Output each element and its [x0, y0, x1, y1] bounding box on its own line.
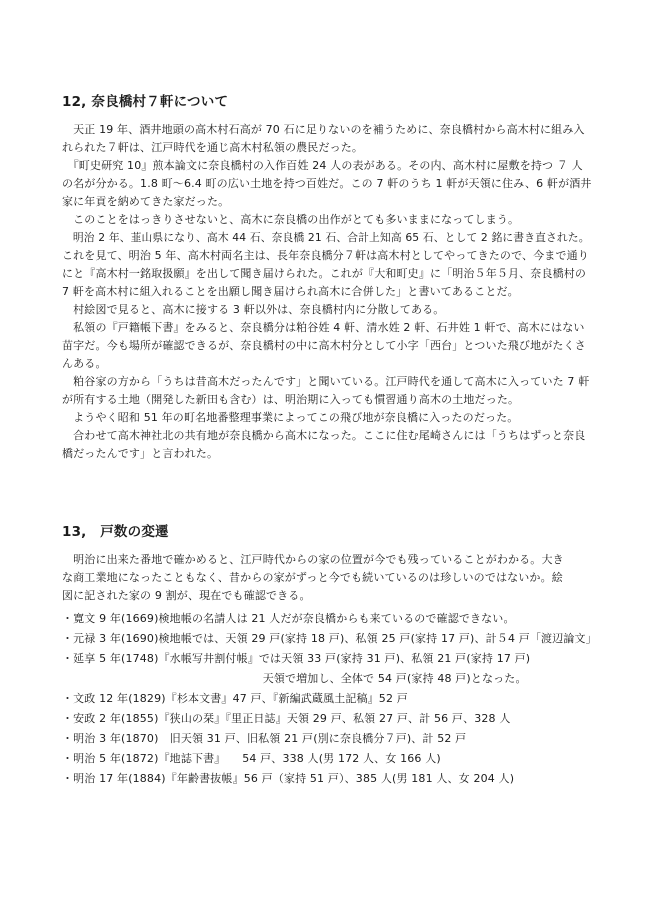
- section-12-line: このことをはっきりさせないと、高木に奈良橋の出作がとても多いままになってしまう。: [62, 213, 520, 226]
- section-13-list-item: ・明治 5 年(1872)『地誌下書』 54 戸、338 人(男 172 人、女 166 人): [62, 752, 441, 765]
- section-12-line: 苗字だ。今も場所が確認できるが、奈良橋村の中に高木村分として小字「西台」とついた飛び地がたくさ: [62, 339, 586, 352]
- section-13-heading: 13, 戸数の変遷: [62, 524, 169, 540]
- section-13-line: 明治に出来た番地で確かめると、江戸時代からの家の位置が今でも残っていることがわかる。大き: [62, 553, 564, 566]
- section-12-line: これを見て、明治 5 年、高木村両名主は、長年奈良橋分７軒は高木村としてやってきたので、今まで通り: [62, 249, 589, 262]
- section-12-line: 天正 19 年、酒井地頭の高木村石高が 70 石に足りないのを補うために、奈良橋村から高木村に組み入: [62, 123, 585, 136]
- section-12-line: 明治 2 年、韮山県になり、高木 44 石、奈良橋 21 石、合計上知高 65 石、として 2 銘に書き直された。: [62, 231, 590, 244]
- section-13-list-item: ・明治 3 年(1870) 旧天領 31 戸、旧私領 21 戸(別に奈良橋分７戸)、計 52 戸: [62, 732, 467, 745]
- section-13-list-item: ・延享 5 年(1748)『水帳写井割付帳』では天領 33 戸(家持 31 戸)、私領 21 戸(家持 17 戸): [62, 652, 531, 665]
- section-12-line: が所有する土地（開発した新田も含む）は、明治期に入っても慣習通り高木の土地だった。: [62, 393, 520, 406]
- section-12-line: 家に年貢を納めてきた家だった。: [62, 195, 230, 208]
- section-13-line: な商工業地になったこともなく、昔からの家がずっと今でも続いているのは珍しいのではないか。絵: [62, 571, 563, 584]
- section-13-list-item: ・元禄 3 年(1690)検地帳では、天領 29 戸(家持 18 戸)、私領 25 戸(家持 17 戸)、計５4 戸「渡辺論文」: [62, 632, 597, 645]
- section-12-line: ようやく昭和 51 年の町名地番整理事業によってこの飛び地が奈良橋に入ったのだった。: [62, 411, 519, 424]
- section-12-heading: 12, 奈良橋村７軒について: [62, 94, 229, 110]
- section-13-list-item: ・安政 2 年(1855)『狭山の栞』『里正日誌』天領 29 戸、私領 27 戸、計 56 戸、328 人: [62, 712, 511, 725]
- section-12-line: れられた７軒は、江戸時代を通じ高木村私領の農民だった。: [62, 141, 364, 154]
- section-12-line: 粕谷家の方から「うちは昔高木だったんです」と聞いている。江戸時代を通して高木に入っていた 7 軒: [62, 375, 590, 388]
- section-12-line: にと『高木村一銘取扱願』を出して聞き届けられた。これが『大和町史』に「明治５年５月、奈良橋村の: [62, 267, 587, 280]
- section-12-line: 『町史研究 10』煎本論文に奈良橋村の入作百姓 24 人の表がある。その内、高木村に屋敷を持つ ７ 人: [62, 159, 583, 172]
- section-12-line: んある。: [62, 357, 107, 370]
- section-12-line: 橋だったんです」と言われた。: [62, 447, 219, 460]
- section-12-line: 私領の『戸籍帳下書』をみると、奈良橋分は粕谷姓 4 軒、清水姓 2 軒、石井姓 1 軒で、高木にはない: [62, 321, 585, 334]
- section-13-list-item: ・寛文 9 年(1669)検地帳の名請人は 21 人だが奈良橋からも来ているので確認できない。: [62, 612, 515, 625]
- section-13-list-item: ・明治 17 年(1884)『年齢書抜帳』56 戸（家持 51 戸）、385 人(男 181 人、女 204 人): [62, 772, 515, 785]
- section-13-list-item: ・文政 12 年(1829)『杉本文書』47 戸、『新編武蔵風土記稿』52 戸: [62, 692, 408, 705]
- section-12-line: の名が分かる。1.8 町～6.4 町の広い土地を持つ百姓だ。この 7 軒のうち 1 軒が天領に住み、6 軒が酒井: [62, 177, 592, 190]
- section-12-line: 合わせて高木神社北の共有地が奈良橋から高木になった。ここに住む尾崎さんには「うちはずっと奈良: [62, 429, 586, 442]
- section-12-line: 7 軒を高木村に組入れることを出願し聞き届けられ高木に合併した」と書いてあることだ。: [62, 285, 519, 298]
- section-13-line: 図に記された家の 9 割が、現在でも確認できる。: [62, 589, 311, 602]
- section-13-list-item: 天領で増加し、全体で 54 戸(家持 48 戸)となった。: [62, 672, 527, 685]
- section-12-line: 村絵図で見ると、高木に接する 3 軒以外は、奈良橋村内に分散してある。: [62, 303, 445, 316]
